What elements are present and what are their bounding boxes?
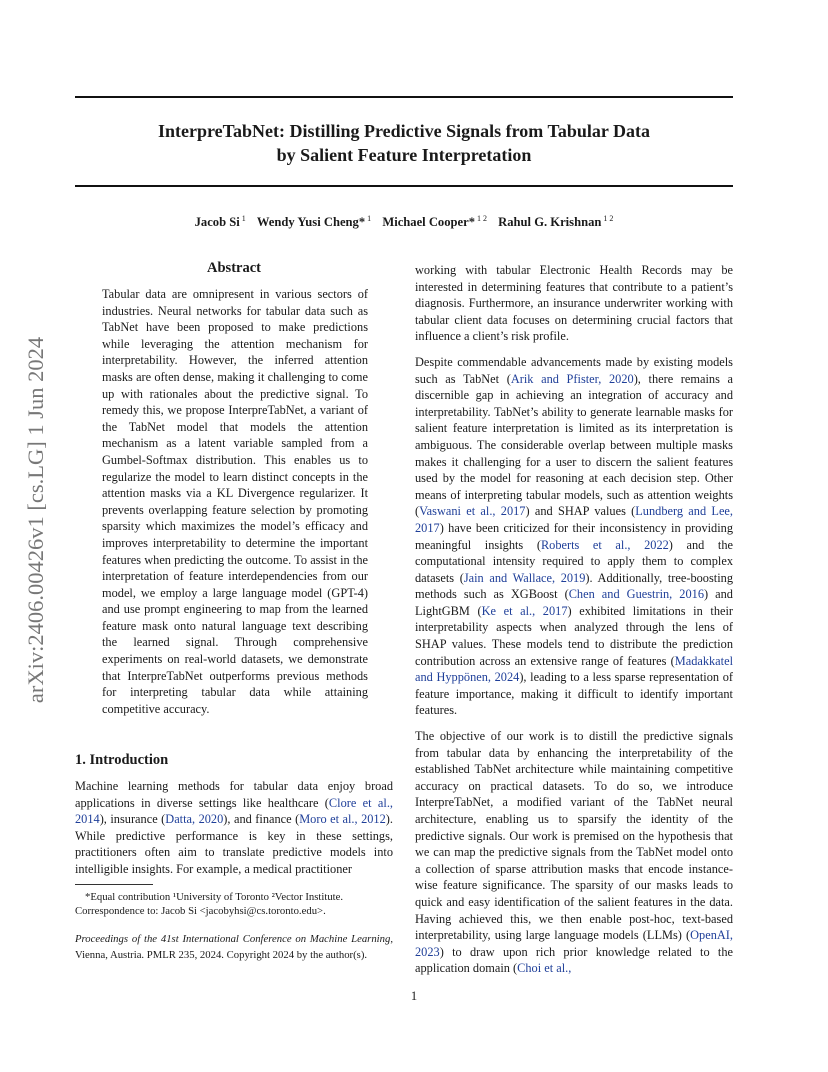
- footnote-text: *Equal contribution ¹University of Toronto ²Vector Institute. Correspondence to: Jacob Si <jacobyhsi@cs.toronto.edu>.: [75, 891, 344, 917]
- right-column: [415, 262, 733, 986]
- citation-link[interactable]: Vaswani et al., 2017: [419, 504, 526, 519]
- citation-link[interactable]: Choi et al.,: [517, 961, 572, 976]
- author: [382, 214, 487, 230]
- author-name: Wendy Yusi Cheng*: [256, 215, 366, 230]
- author-affiliation: 1: [241, 214, 246, 223]
- text-run: ), leading to a less sparse representation of feature importance, making it difficult to identify important features.: [415, 670, 733, 718]
- text-run: ). Additionally, tree-boosting methods such as XGBoost (: [415, 570, 733, 602]
- proceedings-venue: Proceedings of the 41st International Conference on Machine Learning: [75, 933, 391, 945]
- introduction-paragraph: [75, 778, 393, 878]
- section-heading-introduction: 1. Introduction: [75, 752, 169, 768]
- author: [257, 214, 371, 230]
- citation-link[interactable]: Datta, 2020: [165, 812, 224, 827]
- author-affiliation: 1 2: [603, 214, 614, 223]
- text-run: ) exhibited limitations in their interpretability aspects when analyzed through the lens of SHAP values. These models tend to distribute the prediction contribution across an extensive range of features (: [415, 603, 734, 668]
- author-affiliation: 1 2: [477, 214, 487, 223]
- arxiv-identifier: arXiv:2406.00426v1 [cs.LG] 1 Jun 2024: [23, 336, 48, 704]
- body-paragraph: working with tabular Electronic Health Records may be interested in determining features that contribute to a patient’s diagnosis. Furthermore, an insurance underwriter working with tabular client data focuses on determining crucial factors that influence a client’s risk profile.: [415, 263, 733, 344]
- citation-link[interactable]: Arik and Pfister, 2020: [510, 371, 634, 386]
- text-run: ), there remains a discernible gap in achieving an integration of accuracy and interpretability. TabNet’s ability to generate learnable masks for salient feature interpretation is limited as its interpretation is ambiguous. The considerable overlap between multiple masks makes it challenging for a user to discern the salient features used by the model for reasoning at each decision step. Other means of interpreting tabular models, such as attention weights (: [415, 371, 733, 519]
- author-name: Rahul G. Krishnan: [498, 215, 602, 230]
- text-run: The objective of our work is to distill the predictive signals from tabular data by enhancing the interpretability of the established TabNet architecture while maintaining competitive accuracy on practical datasets. To do so, we introduce InterpreTabNet, a modified variant of the TabNet neural architecture, enabling us to sparsify the identity of the predictive signals. Our work is premised on the hypothesis that we can map the predictive signals from the TabNet model onto a collection of sparse attribution masks that encode instance-wise feature significance. The sparsity of our masks leads to quick and easy identification of the salient features in the data. Having achieved this, we then enable post-hoc, text-based interpretability, using large language models (LLMs) (: [415, 729, 733, 943]
- body-paragraph: [415, 728, 733, 977]
- author-list: [75, 214, 733, 230]
- citation-link[interactable]: Moro et al., 2012: [299, 812, 386, 827]
- proceedings-details: , Vienna, Austria. PMLR 235, 2024. Copyright 2024 by the author(s).: [75, 933, 393, 961]
- citation-link[interactable]: Jain and Wallace, 2019: [463, 570, 586, 585]
- body-paragraph: [415, 354, 733, 719]
- citation-link[interactable]: Roberts et al., 2022: [540, 537, 669, 552]
- text-run: Machine learning methods for tabular data enjoy broad applications in diverse settings like healthcare (: [75, 779, 393, 810]
- citation-link[interactable]: OpenAI, 2023: [415, 928, 733, 959]
- top-rule: [75, 96, 733, 98]
- abstract-heading: Abstract: [207, 260, 261, 276]
- citation-link[interactable]: Ke et al., 2017: [481, 603, 568, 618]
- title-line-2: by Salient Feature Interpretation: [276, 145, 532, 165]
- text-run: Despite commendable advancements made by existing models such as TabNet (: [415, 354, 733, 386]
- page-number: 1: [410, 989, 418, 1003]
- affiliation-footnote: [75, 890, 393, 918]
- author: [195, 214, 246, 230]
- text-run: ) and LightGBM (: [415, 587, 733, 618]
- author-affiliation: 1: [367, 214, 372, 223]
- text-run: ) have been criticized for their inconsistency in providing meaningful insights (: [415, 520, 733, 552]
- footnote-rule: [75, 884, 153, 885]
- text-run: ) and SHAP values (: [525, 504, 636, 519]
- text-run: ) to draw upon rich prior knowledge related to the application domain (: [415, 944, 733, 976]
- title-line-1: InterpreTabNet: Distilling Predictive Signals from Tabular Data: [157, 121, 651, 141]
- bottom-rule: [75, 185, 733, 187]
- text-run: ), and finance (: [223, 812, 300, 827]
- author: [498, 214, 613, 230]
- citation-link[interactable]: Lundberg and Lee, 2017: [415, 504, 733, 535]
- text-run: ). While predictive performance is key in these settings, practitioners often aim to translate predictive models into intelligible insights. For example, a medical practitioner: [75, 812, 393, 876]
- text-run: ), insurance (: [99, 812, 166, 827]
- citation-link[interactable]: Chen and Guestrin, 2016: [568, 587, 704, 602]
- author-name: Michael Cooper*: [382, 215, 475, 230]
- proceedings-note: [75, 932, 393, 963]
- text-run: ) and the computational intensity required to apply them to complex datasets (: [415, 537, 733, 585]
- author-name: Jacob Si: [194, 215, 240, 230]
- abstract-text: Tabular data are omnipresent in various sectors of industries. Neural networks for tabular data such as TabNet have been proposed to make predictions while leveraging the attention mechanism for interpretability. However, the inferred attention masks are often dense, making it challenging to come up with rationales about the predictive signal. To remedy this, we propose InterpreTabNet, a variant of the TabNet model that models the attention mechanism as a latent variable sampled from a Gumbel-Softmax distribution. This enables us to regularize the model to learn distinct concepts in the attention masks via a KL Divergence regularizer. It prevents overlapping feature selection by promoting sparsity which maximizes the model’s efficacy and improves interpretability to determine the important features when predicting the outcome. To assist in the interpretation of feature interdependencies from our model, we employ a large language model (GPT-4) and use prompt engineering to map from the learned feature mask onto natural language text describing the learned signal. Through comprehensive experiments on real-world datasets, we demonstrate that InterpreTabNet outperforms previous methods for interpreting tabular data while attaining competitive accuracy.: [102, 287, 368, 716]
- citation-link[interactable]: Clore et al., 2014: [75, 795, 393, 827]
- citation-link[interactable]: Madakkatel and Hyppönen, 2024: [415, 653, 733, 685]
- paper-title: [75, 119, 733, 167]
